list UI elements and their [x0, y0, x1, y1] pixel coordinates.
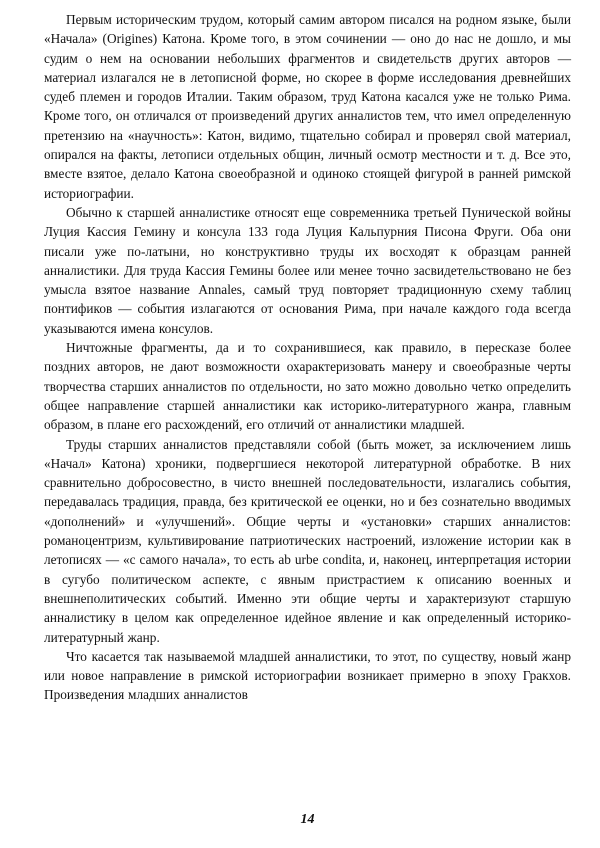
paragraph-older-annalists: Обычно к старшей анналистике относят еще современника третьей Пунической войны Луция Кассия Гемину и консула 133 года Луция Кальпурния Писона Фруги. Оба они писали уже по-латыни, но конструктивно труды их восходят к образцам ранней анналистики. Для труда Кассия Гемины более или менее точно засвидетельствовано не без умысла взятое название Annales, самый труд повторяет традиционную схему таблиц понтификов — события излагаются от основания Рима, при начале каждого года всегда указываются имена консулов. [44, 204, 571, 336]
page-number: 14 [300, 812, 315, 827]
paragraph-cato: Первым историческим трудом, который самим автором писался на родном языке, были «Начала» (Origines) Катона. Кроме того, в этом сочинении — оно до нас не дошло, и мы судим о нем на основании небольших фрагментов и свидетельств других авторов — материал излагался не в летописной форме, но скорее в форме исследования древнейших судеб племен и городов Италии. Таким образом, труд Катона касался уже не только Рима. Кроме того, он отличался от произведений других анналистов тем, что имел определенную претензию на «научность»: Катон, видимо, тщательно собирал и проверял свой материал, опирался на факты, летописи отдельных общин, личный осмотр местности и т. д. Все это, вместе взятое, делало Катона своеобразной и одиноко стоящей фигурой в ранней римской историографии. [44, 12, 571, 201]
book-page [44, 10, 571, 840]
paragraph-younger-annalists: Что касается так называемой младшей анналистики, то этот, по существу, новый жанр или новое направление в римской историографии возникает примерно в эпоху Гракхов. Произведения младших анналистов [44, 648, 571, 703]
paragraph-chronicles: Труды старших анналистов представляли собой (быть может, за исключением лишь «Начал» Катона) хроники, подвергшиеся некоторой литературной обработке. В них сравнительно добросовестно, в чисто внешней последовательности, излагались события, передавалась традиция, правда, без критической ее оценки, но и без сознательно вводимых «дополнений» и «улучшений». Общие черты и «установки» старших анналистов: романоцентризм, культивирование патриотических настроений, изложение истории как в летописях — «с самого начала», то есть ab urbe condita, и, наконец, интерпретация истории в сугубо политическом аспекте, с явным пристрастием к описанию военных и внешнеполитических событий. Именно эти общие черты и характеризуют старшую анналистику в целом как определенное идейное явление и как определенный историко-литературный жанр. [44, 436, 571, 645]
paragraph-fragments: Ничтожные фрагменты, да и то сохранившиеся, как правило, в пересказе более поздних авторов, не дают возможности охарактеризовать манеру и своеобразные черты творчества старших анналистов по отдельности, но зато можно довольно четко определить общее направление старшей анналистики как историко-литературного жанра, главным образом, в плане его расхождений, его отличий от анналистики младшей. [44, 340, 571, 433]
